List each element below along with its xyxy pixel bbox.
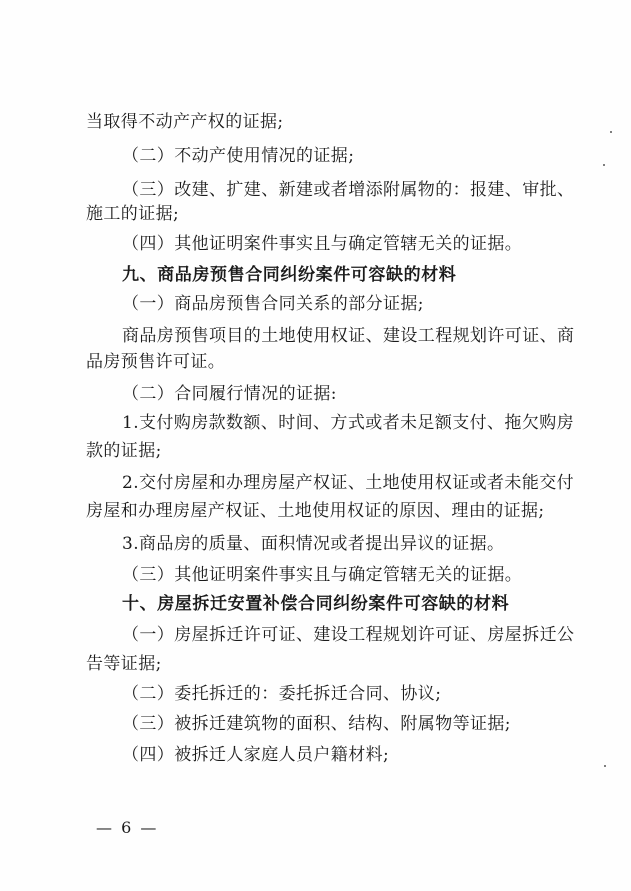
text-line: 告等证据; xyxy=(86,654,162,674)
text-line: 款的证据; xyxy=(86,441,162,461)
scan-speck xyxy=(610,131,612,133)
text-line: 品房预售许可证。 xyxy=(86,352,226,372)
text-line: （三）改建、扩建、新建或者增添附属物的：报建、审批、 xyxy=(122,180,575,200)
text-line: 当取得不动产产权的证据; xyxy=(86,112,284,132)
section-heading-nine: 九、商品房预售合同纠纷案件可容缺的材料 xyxy=(122,265,457,285)
text-line: （一）商品房预售合同关系的部分证据; xyxy=(122,294,424,314)
text-line: 商品房预售项目的土地使用权证、建设工程规划许可证、商 xyxy=(122,326,575,346)
text-line: （二）委托拆迁的：委托拆迁合同、协议; xyxy=(122,684,442,704)
section-heading-ten: 十、房屋拆迁安置补偿合同纠纷案件可容缺的材料 xyxy=(122,594,510,614)
text-line: 房屋和办理房屋产权证、土地使用权证的原因、理由的证据; xyxy=(86,501,545,521)
text-line: （四）被拆迁人家庭人员户籍材料; xyxy=(122,745,390,765)
text-line: 3.商品房的质量、面积情况或者提出异议的证据。 xyxy=(122,534,505,554)
text-line: （二）不动产使用情况的证据; xyxy=(122,146,355,166)
text-line: 1.支付购房款数额、时间、方式或者未足额支付、拖欠购房 xyxy=(122,413,575,433)
text-line: 施工的证据; xyxy=(86,204,180,224)
text-line: （一）房屋拆迁许可证、建设工程规划许可证、房屋拆迁公 xyxy=(122,625,575,645)
scan-speck xyxy=(604,765,606,767)
text-line: （四）其他证明案件事实且与确定管辖无关的证据。 xyxy=(122,234,523,254)
page-number: — 6 — xyxy=(96,818,159,837)
scan-speck xyxy=(603,164,605,166)
text-line: （三）其他证明案件事实且与确定管辖无关的证据。 xyxy=(122,565,523,585)
text-line: （三）被拆迁建筑物的面积、结构、附属物等证据; xyxy=(122,714,511,734)
text-line: （二）合同履行情况的证据: xyxy=(122,384,337,404)
text-line: 2.交付房屋和办理房屋产权证、土地使用权证或者未能交付 xyxy=(122,473,575,493)
